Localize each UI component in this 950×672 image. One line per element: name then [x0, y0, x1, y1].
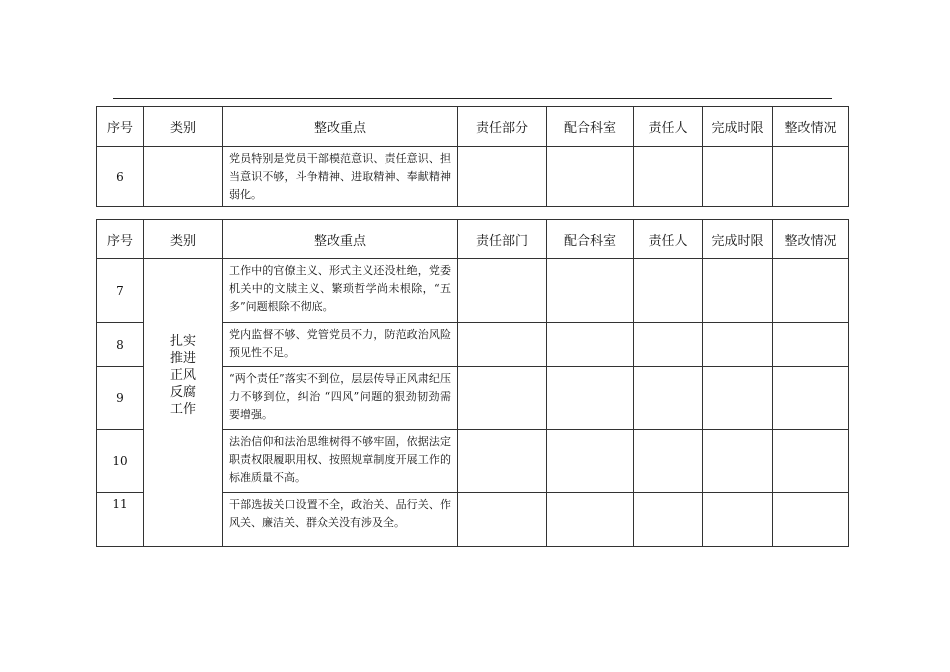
header-focus: 整改重点 — [223, 220, 458, 259]
table-row — [97, 493, 849, 547]
row-focus: 党员特别是党员干部模范意识、责任意识、担当意识不够，斗争精神、进取精神、奉献精神弱化。 — [223, 147, 458, 207]
table-header-row — [97, 107, 849, 147]
row-serial: 6 — [97, 147, 144, 207]
cell-coop-dept — [547, 430, 634, 493]
cell-responsible-dept — [458, 430, 547, 493]
table-row — [97, 147, 849, 207]
row-serial: 10 — [97, 430, 144, 493]
row-serial: 9 — [97, 367, 144, 430]
cell-status — [773, 430, 849, 493]
cell-coop-dept — [547, 493, 634, 547]
header-coop-dept: 配合科室 — [547, 220, 634, 259]
row-focus: 党内监督不够、党管党员不力，防范政治风险预见性不足。 — [223, 323, 458, 367]
cell-deadline — [703, 323, 773, 367]
row-category — [144, 147, 223, 207]
cell-responsible-dept — [458, 367, 547, 430]
header-person: 责任人 — [634, 107, 703, 147]
cell-deadline — [703, 367, 773, 430]
cell-coop-dept — [547, 147, 634, 207]
cell-person — [634, 147, 703, 207]
cell-person — [634, 323, 703, 367]
cell-status — [773, 147, 849, 207]
cell-coop-dept — [547, 259, 634, 323]
cell-deadline — [703, 430, 773, 493]
cell-status — [773, 493, 849, 547]
cell-deadline — [703, 493, 773, 547]
header-serial: 序号 — [97, 220, 144, 259]
table-row — [97, 259, 849, 323]
row-serial: 11 — [97, 493, 144, 547]
header-status: 整改情况 — [773, 107, 849, 147]
cell-responsible-dept — [458, 147, 547, 207]
header-deadline: 完成时限 — [703, 220, 773, 259]
category-label: 扎实推进正风反腐工作 — [169, 334, 196, 418]
row-focus: 干部选拔关口设置不全，政治关、品行关、作风关、廉洁关、群众关没有涉及全。 — [223, 493, 458, 547]
row-category — [144, 259, 223, 493]
row-category — [144, 493, 223, 547]
header-serial: 序号 — [97, 107, 144, 147]
header-responsible-dept: 责任部分 — [458, 107, 547, 147]
cell-person — [634, 259, 703, 323]
header-focus: 整改重点 — [223, 107, 458, 147]
cell-responsible-dept — [458, 323, 547, 367]
header-coop-dept: 配合科室 — [547, 107, 634, 147]
header-responsible-dept: 责任部门 — [458, 220, 547, 259]
cell-coop-dept — [547, 323, 634, 367]
cell-status — [773, 259, 849, 323]
cell-person — [634, 430, 703, 493]
cell-deadline — [703, 259, 773, 323]
header-category: 类别 — [144, 220, 223, 259]
rectification-table-1 — [96, 106, 849, 207]
cell-coop-dept — [547, 367, 634, 430]
cell-status — [773, 367, 849, 430]
cell-person — [634, 493, 703, 547]
header-person: 责任人 — [634, 220, 703, 259]
cell-person — [634, 367, 703, 430]
rectification-table-2 — [96, 219, 849, 547]
row-focus: 法治信仰和法治思维树得不够牢固，依据法定职责权限履职用权、按照规章制度开展工作的标准质量不高。 — [223, 430, 458, 493]
header-status: 整改情况 — [773, 220, 849, 259]
header-rule — [113, 98, 832, 99]
row-focus: 工作中的官僚主义、形式主义还没杜绝，党委机关中的文牍主义、繁琐哲学尚未根除，“五多”问题根除不彻底。 — [223, 259, 458, 323]
row-serial: 7 — [97, 259, 144, 323]
row-focus: “两个责任”落实不到位，层层传导正风肃纪压力不够到位，纠治 “四风”问题的狠劲韧劲需要增强。 — [223, 367, 458, 430]
table-header-row — [97, 220, 849, 259]
cell-responsible-dept — [458, 259, 547, 323]
header-category: 类别 — [144, 107, 223, 147]
cell-responsible-dept — [458, 493, 547, 547]
row-serial: 8 — [97, 323, 144, 367]
header-deadline: 完成时限 — [703, 107, 773, 147]
cell-status — [773, 323, 849, 367]
cell-deadline — [703, 147, 773, 207]
